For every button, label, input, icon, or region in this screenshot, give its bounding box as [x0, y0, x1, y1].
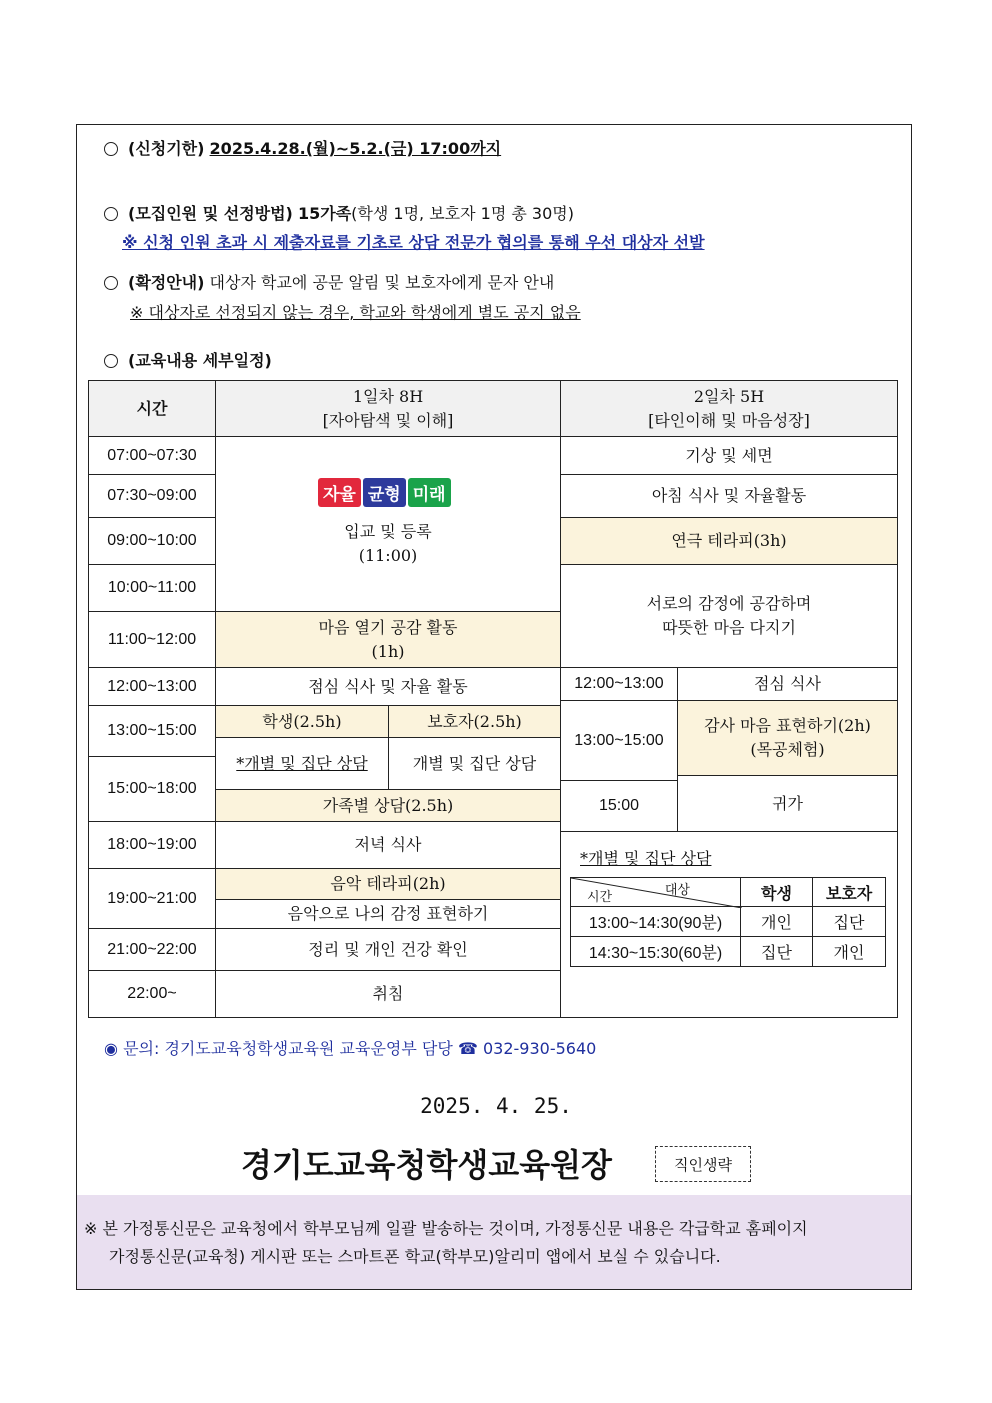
d1-student-counsel: *개별 및 집단 상담: [236, 753, 368, 773]
notice-line2: 가정통신문(교육청) 게시판 또는 스마트폰 학교(학부모)알리미 앱에서 보실 수 있습니다.: [109, 1247, 721, 1266]
counsel-diag-header: [570, 877, 741, 907]
d1-dinner: 저녁 식사: [215, 821, 561, 869]
d1-student-counsel-cell: [215, 737, 389, 790]
phone-icon: ☎: [457, 1039, 478, 1058]
time-cell: 13:00~15:00: [88, 705, 216, 757]
d2-empathy-cell: [560, 564, 898, 668]
counsel-row-student: 개인: [740, 906, 813, 937]
confirm-value: 대상자 학교에 공문 알림 및 보호자에게 문자 안내: [209, 273, 555, 292]
header-day1: [215, 380, 561, 437]
day1-subtitle: [자아탐색 및 이해]: [322, 410, 454, 430]
header-time: 시간: [88, 380, 216, 437]
d1-arrival-cell: [215, 436, 561, 612]
counsel-row-time: 13:00~14:30(90분): [570, 906, 741, 937]
counsel-head-student: 학생: [740, 877, 813, 907]
recruit-label: (모집인원 및 선정방법): [128, 204, 293, 223]
d2-lunch-time: 12:00~13:00: [560, 667, 678, 701]
d2-thanks-cell: [677, 700, 898, 776]
d2-thanks-line2: (목공체험): [750, 740, 825, 759]
notice-box: [77, 1195, 911, 1289]
contact-line: [104, 1036, 596, 1059]
circle-bullet-icon: [104, 142, 118, 156]
detail-line: [104, 348, 272, 371]
contact-text: 문의: 경기도교육청학생교육원 교육운영부 담당: [123, 1039, 453, 1058]
time-cell: 19:00~21:00: [88, 868, 216, 929]
counsel-row-student: 집단: [740, 936, 813, 967]
d2-empathy-line2: 따뜻한 마음 다지기: [662, 618, 796, 637]
time-cell: 22:00~: [88, 970, 216, 1018]
d1-music-sub: 음악으로 나의 감정 표현하기: [215, 899, 561, 929]
counsel-head-time: 시간: [587, 889, 613, 904]
issue-date: 2025. 4. 25.: [420, 1094, 572, 1118]
logo-part: 미래: [408, 478, 451, 507]
d2-breakfast: 아침 식사 및 자율활동: [560, 474, 898, 518]
d2-thanks-line1: 감사 마음 표현하기(2h): [704, 716, 871, 735]
time-cell: 07:30~09:00: [88, 474, 216, 518]
d2-return: 귀가: [677, 775, 898, 832]
seal-omitted-box: 직인생략: [655, 1146, 751, 1182]
d1-student-head: 학생(2.5h): [215, 705, 389, 738]
d1-open-cell: [215, 611, 561, 668]
counsel-row-parent: 집단: [812, 906, 886, 937]
notice-line1: ※ 본 가정통신문은 교육청에서 학부모님께 일괄 발송하는 것이며, 가정통신문 내용은 각급학교 홈페이지: [84, 1219, 808, 1238]
counsel-row-parent: 개인: [812, 936, 886, 967]
d2-empathy-line1: 서로의 감정에 공감하며: [646, 594, 812, 613]
recruit-detail: (학생 1명, 보호자 1명 총 30명): [351, 204, 574, 223]
counsel-row-time: 14:30~15:30(60분): [570, 936, 741, 967]
header-day2: [560, 380, 898, 437]
deadline-value: 2025.4.28.(월)~5.2.(금) 17:00까지: [209, 139, 502, 158]
circle-bullet-icon: [104, 276, 118, 290]
contact-phone: 032-930-5640: [482, 1039, 597, 1058]
d1-arrival-time: (11:00): [358, 546, 418, 565]
time-cell: 15:00~18:00: [88, 756, 216, 822]
time-cell: 12:00~13:00: [88, 667, 216, 706]
time-cell: 10:00~11:00: [88, 564, 216, 612]
d2-wake: 기상 및 세면: [560, 436, 898, 475]
d2-lunch: 점심 식사: [677, 667, 898, 701]
day2-title: 2일차 5H: [693, 386, 765, 406]
d2-return-time: 15:00: [560, 780, 678, 832]
d2-drama: 연극 테라피(3h): [560, 517, 898, 565]
confirm-label: (확정안내): [128, 273, 205, 292]
counsel-head-target: 대상: [664, 882, 690, 897]
confirm-note: ※ 대상자로 선정되지 않는 경우, 학교와 학생에게 별도 공지 없음: [130, 303, 581, 322]
d1-open-hours: (1h): [371, 641, 405, 661]
time-cell: 11:00~12:00: [88, 611, 216, 668]
time-cell: 21:00~22:00: [88, 928, 216, 971]
counsel-head-parent: 보호자: [812, 877, 886, 907]
day1-title: 1일차 8H: [352, 386, 424, 406]
time-cell: 07:00~07:30: [88, 436, 216, 475]
confirm-line: [104, 270, 554, 293]
circle-bullet-icon: [104, 354, 118, 368]
d1-open: 마음 열기 공감 활동: [318, 617, 458, 637]
time-cell: 09:00~10:00: [88, 517, 216, 565]
detail-label: (교육내용 세부일정): [128, 351, 272, 370]
time-cell: 18:00~19:00: [88, 821, 216, 869]
d1-arrival: 입교 및 등록: [344, 522, 432, 541]
d1-family: 가족별 상담(2.5h): [215, 789, 561, 822]
contact-bullet-icon: ◉: [104, 1039, 118, 1058]
logo-part: 자율: [318, 478, 361, 507]
deadline-line: [104, 136, 501, 159]
issuer-name: 경기도교육청학생교육원장: [241, 1146, 612, 1184]
counsel-title: *개별 및 집단 상담: [580, 849, 712, 868]
d1-health: 정리 및 개인 건강 확인: [215, 928, 561, 971]
recruit-note: ※ 신청 인원 초과 시 제출자료를 기초로 상담 전문가 협의를 통해 우선 대상자 선발: [122, 233, 705, 252]
d1-lunch: 점심 식사 및 자율 활동: [215, 667, 561, 706]
recruit-line: [104, 201, 574, 224]
d2-thanks-time: 13:00~15:00: [560, 700, 678, 781]
circle-bullet-icon: [104, 207, 118, 221]
d1-parent-head: 보호자(2.5h): [388, 705, 561, 738]
program-logo: [318, 478, 451, 507]
day2-subtitle: [타인이해 및 마음성장]: [648, 410, 810, 430]
deadline-label: (신청기한): [128, 139, 205, 158]
d1-parent-counsel: 개별 및 집단 상담: [388, 737, 561, 790]
d1-sleep: 취침: [215, 970, 561, 1018]
logo-part: 균형: [363, 478, 406, 507]
recruit-count: 15가족: [297, 204, 352, 223]
d1-music: 음악 테라피(2h): [215, 868, 561, 900]
